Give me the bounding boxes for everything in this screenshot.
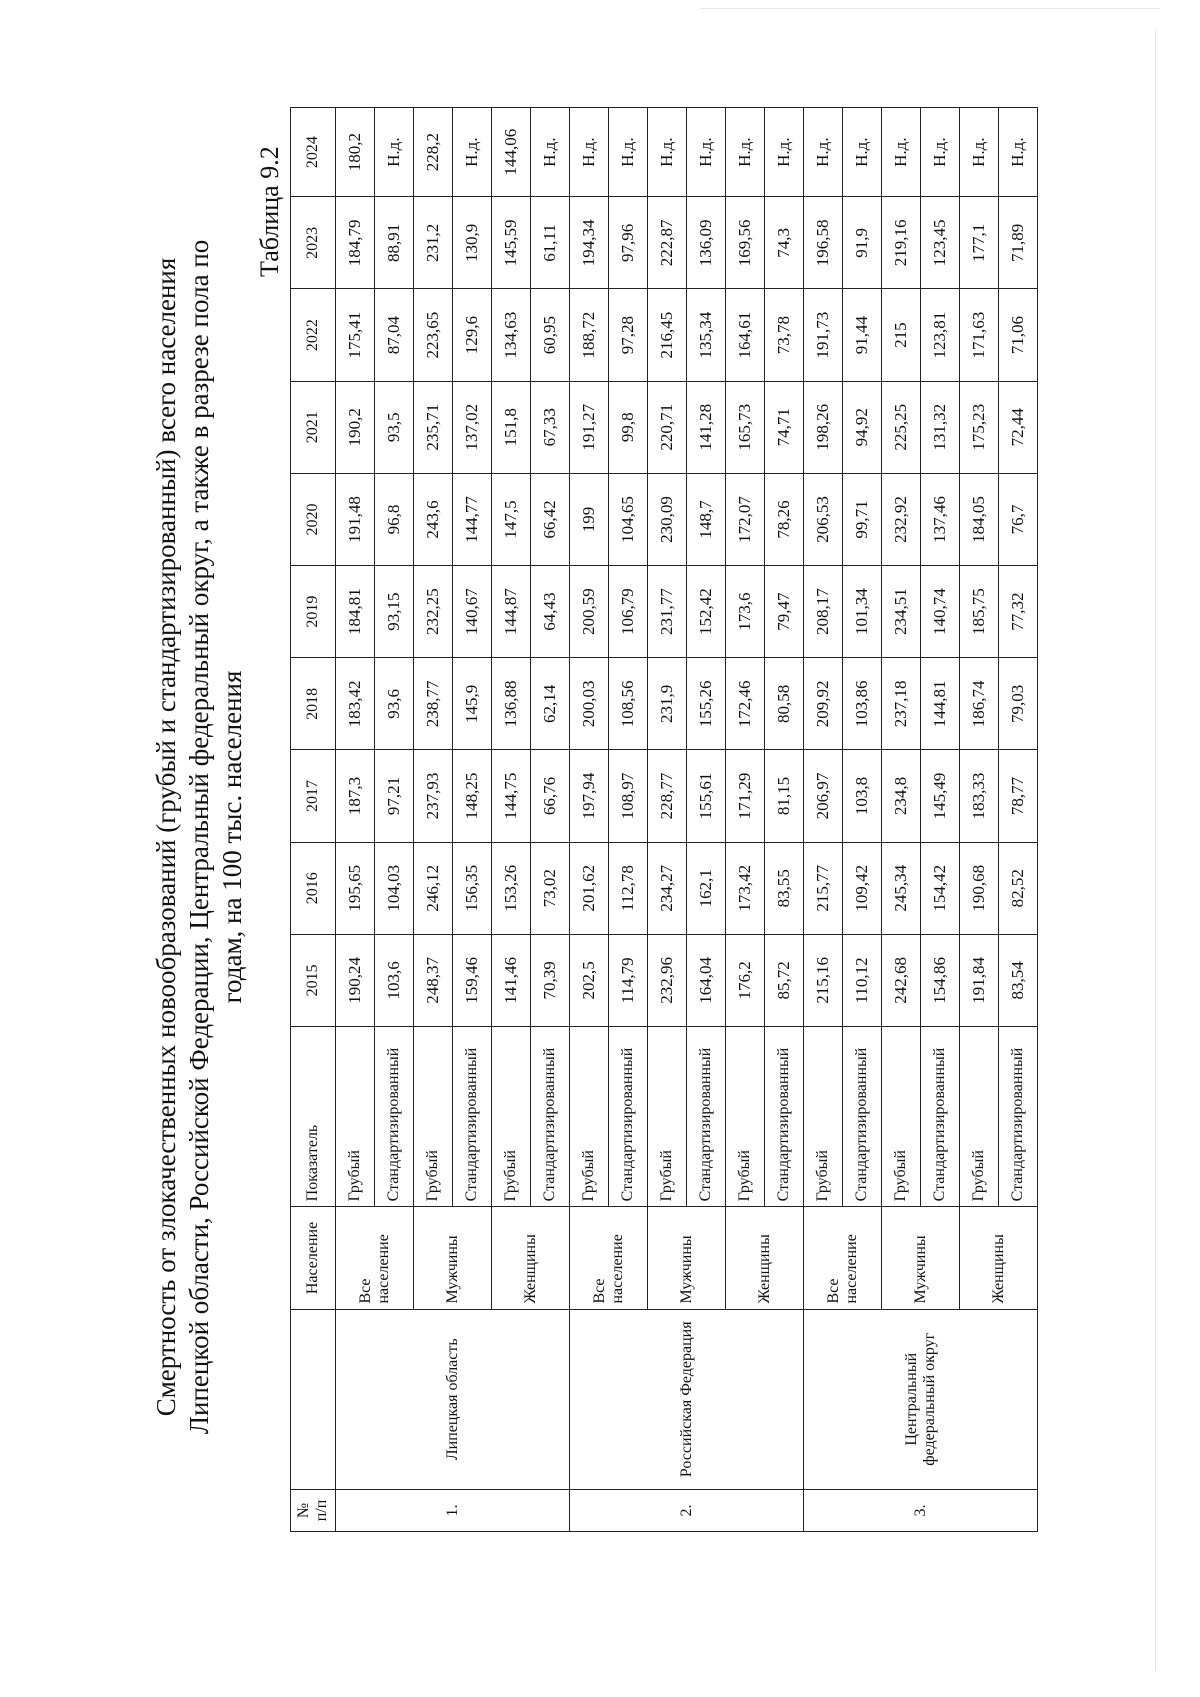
population-group: Мужчины: [882, 1207, 960, 1309]
value-cell: 137,02: [453, 381, 492, 473]
value-cell: 171,29: [726, 750, 765, 842]
value-cell: 232,96: [648, 934, 687, 1026]
value-cell: 79,47: [765, 566, 804, 658]
value-cell: 83,54: [999, 934, 1038, 1026]
value-cell: 144,87: [492, 566, 531, 658]
value-cell: 172,46: [726, 658, 765, 750]
row-number: 2.: [570, 1489, 804, 1531]
value-cell: 173,42: [726, 842, 765, 934]
value-cell: 215,16: [804, 934, 843, 1026]
header-year: 2015: [291, 934, 336, 1026]
header-year: 2019: [291, 566, 336, 658]
value-cell: 145,49: [921, 750, 960, 842]
value-cell: 136,88: [492, 658, 531, 750]
population-group: Все население: [336, 1207, 414, 1309]
value-cell: 223,65: [414, 289, 453, 381]
value-cell: 103,86: [843, 658, 882, 750]
value-cell: 112,78: [609, 842, 648, 934]
mortality-table: [290, 107, 1038, 1532]
value-cell: 237,93: [414, 750, 453, 842]
value-cell: 70,39: [531, 934, 570, 1026]
value-cell: 230,09: [648, 473, 687, 565]
value-cell: 123,45: [921, 197, 960, 289]
value-cell: 93,5: [375, 381, 414, 473]
value-cell: 194,34: [570, 197, 609, 289]
header-year: 2017: [291, 750, 336, 842]
value-cell: 220,71: [648, 381, 687, 473]
value-cell: 206,97: [804, 750, 843, 842]
header-year: 2016: [291, 842, 336, 934]
value-cell: 136,09: [687, 197, 726, 289]
value-cell: 184,79: [336, 197, 375, 289]
value-cell: 60,95: [531, 289, 570, 381]
value-cell: Н.д.: [921, 108, 960, 197]
value-cell: 235,71: [414, 381, 453, 473]
value-cell: 184,05: [960, 473, 999, 565]
header-row: [291, 108, 336, 1532]
value-cell: 141,46: [492, 934, 531, 1026]
value-cell: 231,9: [648, 658, 687, 750]
value-cell: 88,91: [375, 197, 414, 289]
value-cell: 144,77: [453, 473, 492, 565]
value-cell: 185,75: [960, 566, 999, 658]
value-cell: 110,12: [843, 934, 882, 1026]
value-cell: 234,51: [882, 566, 921, 658]
value-cell: 137,46: [921, 473, 960, 565]
header-region: [291, 1309, 336, 1489]
title-line-3: годам, на 100 тыс. населения: [217, 670, 247, 1004]
value-cell: 99,8: [609, 381, 648, 473]
value-cell: Н.д.: [882, 108, 921, 197]
value-cell: 104,65: [609, 473, 648, 565]
value-cell: 238,77: [414, 658, 453, 750]
value-cell: 140,74: [921, 566, 960, 658]
value-cell: 200,03: [570, 658, 609, 750]
value-cell: 151,8: [492, 381, 531, 473]
row-number: 1.: [336, 1489, 570, 1531]
value-cell: 66,76: [531, 750, 570, 842]
value-cell: 106,79: [609, 566, 648, 658]
value-cell: 248,37: [414, 934, 453, 1026]
value-cell: Н.д.: [687, 108, 726, 197]
indicator-type: Стандартизированный: [609, 1026, 648, 1206]
value-cell: 186,74: [960, 658, 999, 750]
value-cell: 81,15: [765, 750, 804, 842]
indicator-type: Грубый: [492, 1026, 531, 1206]
value-cell: 156,35: [453, 842, 492, 934]
value-cell: 108,97: [609, 750, 648, 842]
value-cell: 99,71: [843, 473, 882, 565]
indicator-type: Стандартизированный: [531, 1026, 570, 1206]
value-cell: Н.д.: [531, 108, 570, 197]
indicator-type: Стандартизированный: [921, 1026, 960, 1206]
value-cell: 154,86: [921, 934, 960, 1026]
value-cell: 103,6: [375, 934, 414, 1026]
indicator-type: Грубый: [648, 1026, 687, 1206]
value-cell: Н.д.: [765, 108, 804, 197]
header-indicator: Показатель: [291, 1026, 336, 1206]
value-cell: 175,23: [960, 381, 999, 473]
value-cell: Н.д.: [609, 108, 648, 197]
value-cell: 93,15: [375, 566, 414, 658]
value-cell: 201,62: [570, 842, 609, 934]
value-cell: 234,8: [882, 750, 921, 842]
value-cell: 228,2: [414, 108, 453, 197]
header-year: 2020: [291, 473, 336, 565]
value-cell: 215: [882, 289, 921, 381]
value-cell: 237,18: [882, 658, 921, 750]
population-group: Женщины: [960, 1207, 1038, 1309]
value-cell: 74,71: [765, 381, 804, 473]
value-cell: 91,44: [843, 289, 882, 381]
indicator-type: Стандартизированный: [765, 1026, 804, 1206]
value-cell: 61,11: [531, 197, 570, 289]
value-cell: 104,03: [375, 842, 414, 934]
value-cell: 94,92: [843, 381, 882, 473]
value-cell: 162,1: [687, 842, 726, 934]
value-cell: 93,6: [375, 658, 414, 750]
header-year: 2024: [291, 108, 336, 197]
value-cell: 97,28: [609, 289, 648, 381]
value-cell: 71,06: [999, 289, 1038, 381]
value-cell: Н.д.: [648, 108, 687, 197]
value-cell: 243,6: [414, 473, 453, 565]
value-cell: 147,5: [492, 473, 531, 565]
value-cell: Н.д.: [960, 108, 999, 197]
value-cell: 164,61: [726, 289, 765, 381]
value-cell: 101,34: [843, 566, 882, 658]
value-cell: 71,89: [999, 197, 1038, 289]
population-group: Все население: [804, 1207, 882, 1309]
value-cell: 66,42: [531, 473, 570, 565]
value-cell: 134,63: [492, 289, 531, 381]
value-cell: 191,84: [960, 934, 999, 1026]
value-cell: 200,59: [570, 566, 609, 658]
region-name: Липецкая область: [336, 1309, 570, 1489]
value-cell: 152,42: [687, 566, 726, 658]
population-group: Мужчины: [414, 1207, 492, 1309]
indicator-type: Грубый: [336, 1026, 375, 1206]
indicator-type: Стандартизированный: [453, 1026, 492, 1206]
value-cell: Н.д.: [570, 108, 609, 197]
indicator-type: Стандартизированный: [999, 1026, 1038, 1206]
value-cell: 208,17: [804, 566, 843, 658]
value-cell: 196,58: [804, 197, 843, 289]
population-group: Все население: [570, 1207, 648, 1309]
value-cell: 87,04: [375, 289, 414, 381]
value-cell: 148,7: [687, 473, 726, 565]
value-cell: 130,9: [453, 197, 492, 289]
value-cell: 191,27: [570, 381, 609, 473]
value-cell: 77,32: [999, 566, 1038, 658]
indicator-type: Стандартизированный: [375, 1026, 414, 1206]
value-cell: 191,48: [336, 473, 375, 565]
value-cell: 74,3: [765, 197, 804, 289]
value-cell: 97,96: [609, 197, 648, 289]
table-row: [570, 108, 609, 1532]
value-cell: 140,67: [453, 566, 492, 658]
value-cell: 197,94: [570, 750, 609, 842]
value-cell: 64,43: [531, 566, 570, 658]
value-cell: 62,14: [531, 658, 570, 750]
value-cell: 234,27: [648, 842, 687, 934]
value-cell: 114,79: [609, 934, 648, 1026]
value-cell: 219,16: [882, 197, 921, 289]
value-cell: 109,42: [843, 842, 882, 934]
value-cell: 141,28: [687, 381, 726, 473]
value-cell: 78,26: [765, 473, 804, 565]
value-cell: 82,52: [999, 842, 1038, 934]
value-cell: 144,81: [921, 658, 960, 750]
value-cell: 184,81: [336, 566, 375, 658]
value-cell: 191,73: [804, 289, 843, 381]
value-cell: 154,42: [921, 842, 960, 934]
value-cell: 232,92: [882, 473, 921, 565]
indicator-type: Грубый: [726, 1026, 765, 1206]
value-cell: 232,25: [414, 566, 453, 658]
value-cell: 183,42: [336, 658, 375, 750]
value-cell: Н.д.: [453, 108, 492, 197]
value-cell: Н.д.: [726, 108, 765, 197]
value-cell: 135,34: [687, 289, 726, 381]
value-cell: 190,68: [960, 842, 999, 934]
value-cell: 188,72: [570, 289, 609, 381]
value-cell: 215,77: [804, 842, 843, 934]
value-cell: Н.д.: [843, 108, 882, 197]
value-cell: 67,33: [531, 381, 570, 473]
value-cell: 78,77: [999, 750, 1038, 842]
title-line-1: Смертность от злокачественных новообразований (грубый и стандартизированный) всего населения: [151, 257, 181, 1417]
value-cell: 206,53: [804, 473, 843, 565]
value-cell: 123,81: [921, 289, 960, 381]
header-year: 2018: [291, 658, 336, 750]
value-cell: 202,5: [570, 934, 609, 1026]
value-cell: 183,33: [960, 750, 999, 842]
value-cell: 231,2: [414, 197, 453, 289]
value-cell: 145,59: [492, 197, 531, 289]
value-cell: 96,8: [375, 473, 414, 565]
value-cell: 242,68: [882, 934, 921, 1026]
indicator-type: Стандартизированный: [843, 1026, 882, 1206]
value-cell: 76,7: [999, 473, 1038, 565]
value-cell: 190,24: [336, 934, 375, 1026]
value-cell: 225,25: [882, 381, 921, 473]
value-cell: 209,92: [804, 658, 843, 750]
table-row: [804, 108, 843, 1532]
region-name: Российская Федерация: [570, 1309, 804, 1489]
value-cell: 231,77: [648, 566, 687, 658]
value-cell: 228,77: [648, 750, 687, 842]
value-cell: 222,87: [648, 197, 687, 289]
value-cell: 187,3: [336, 750, 375, 842]
value-cell: 72,44: [999, 381, 1038, 473]
value-cell: 176,2: [726, 934, 765, 1026]
value-cell: Н.д.: [375, 108, 414, 197]
header-year: 2021: [291, 381, 336, 473]
value-cell: 85,72: [765, 934, 804, 1026]
value-cell: 198,26: [804, 381, 843, 473]
value-cell: 159,46: [453, 934, 492, 1026]
header-no: № п/п: [291, 1489, 336, 1531]
value-cell: 175,41: [336, 289, 375, 381]
population-group: Женщины: [726, 1207, 804, 1309]
value-cell: 148,25: [453, 750, 492, 842]
value-cell: 173,6: [726, 566, 765, 658]
value-cell: 190,2: [336, 381, 375, 473]
value-cell: 165,73: [726, 381, 765, 473]
population-group: Мужчины: [648, 1207, 726, 1309]
value-cell: 153,26: [492, 842, 531, 934]
value-cell: 129,6: [453, 289, 492, 381]
header-population: Население: [291, 1207, 336, 1309]
value-cell: Н.д.: [804, 108, 843, 197]
value-cell: 144,06: [492, 108, 531, 197]
value-cell: 80,58: [765, 658, 804, 750]
value-cell: 155,26: [687, 658, 726, 750]
population-group: Женщины: [492, 1207, 570, 1309]
value-cell: 108,56: [609, 658, 648, 750]
document-title: [150, 157, 249, 1517]
table-body: [336, 108, 1038, 1532]
indicator-type: Грубый: [804, 1026, 843, 1206]
value-cell: 73,78: [765, 289, 804, 381]
value-cell: 155,61: [687, 750, 726, 842]
value-cell: 171,63: [960, 289, 999, 381]
value-cell: 177,1: [960, 197, 999, 289]
value-cell: 246,12: [414, 842, 453, 934]
header-year: 2022: [291, 289, 336, 381]
value-cell: 79,03: [999, 658, 1038, 750]
value-cell: 172,07: [726, 473, 765, 565]
value-cell: 91,9: [843, 197, 882, 289]
region-name: Центральный федеральный округ: [804, 1309, 1038, 1489]
table-row: [336, 108, 375, 1532]
value-cell: 97,21: [375, 750, 414, 842]
value-cell: 131,32: [921, 381, 960, 473]
value-cell: 180,2: [336, 108, 375, 197]
value-cell: 169,56: [726, 197, 765, 289]
value-cell: 145,9: [453, 658, 492, 750]
value-cell: 216,45: [648, 289, 687, 381]
indicator-type: Грубый: [414, 1026, 453, 1206]
header-year: 2023: [291, 197, 336, 289]
row-number: 3.: [804, 1489, 1038, 1531]
value-cell: Н.д.: [999, 108, 1038, 197]
table-caption: Таблица 9.2: [255, 146, 284, 277]
value-cell: 73,02: [531, 842, 570, 934]
value-cell: 199: [570, 473, 609, 565]
indicator-type: Грубый: [570, 1026, 609, 1206]
value-cell: 164,04: [687, 934, 726, 1026]
value-cell: 103,8: [843, 750, 882, 842]
indicator-type: Стандартизированный: [687, 1026, 726, 1206]
title-line-2: Липецкой области, Российской Федерации, Центральный федеральный округ, а также в разрезе пола по: [184, 239, 214, 1435]
indicator-type: Грубый: [960, 1026, 999, 1206]
indicator-type: Грубый: [882, 1026, 921, 1206]
value-cell: 144,75: [492, 750, 531, 842]
value-cell: 83,55: [765, 842, 804, 934]
value-cell: 245,34: [882, 842, 921, 934]
value-cell: 195,65: [336, 842, 375, 934]
